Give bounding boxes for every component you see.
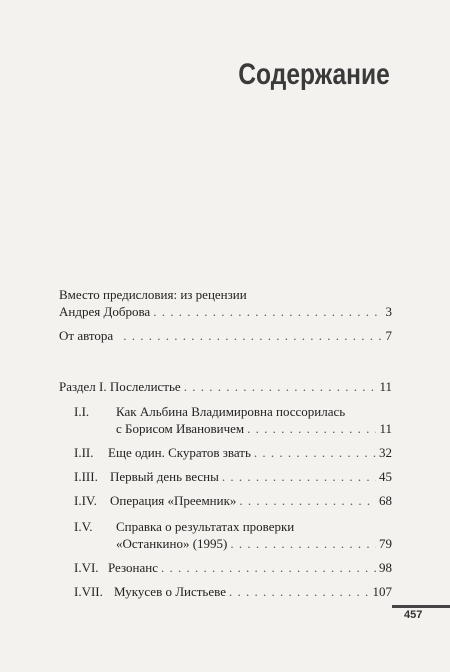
- toc-page-number: 45: [379, 469, 392, 484]
- leader-dots: [247, 420, 376, 437]
- toc-page-number: 11: [379, 421, 392, 436]
- toc-page-number: 7: [385, 328, 392, 343]
- page-title: Содержание: [238, 58, 390, 91]
- toc-subentry-4[interactable]: [74, 492, 392, 509]
- toc-entry-text: Первый день весны: [110, 469, 219, 484]
- toc-subentry-number: I.V.: [74, 519, 93, 534]
- leader-dots: [123, 327, 382, 344]
- toc-subentry-2[interactable]: [74, 444, 392, 461]
- leader-dots: [254, 444, 376, 461]
- toc-entry-text: Резонанс: [108, 560, 159, 575]
- toc-entry-text: Мукусев о Листьеве: [114, 584, 226, 599]
- toc-page-number: 32: [379, 445, 392, 460]
- toc-entry-text: Как Альбина Владимировна поссорилась: [116, 404, 346, 419]
- toc-entry-text: От автора: [59, 328, 114, 343]
- toc-subentry-7[interactable]: [74, 583, 392, 600]
- leader-dots: [239, 492, 376, 509]
- toc-page-number: 107: [372, 584, 392, 599]
- toc-subentry-number: I.VII.: [74, 584, 103, 599]
- toc-entry-text: «Останкино» (1995): [116, 536, 228, 551]
- toc-entry-preface[interactable]: [59, 286, 392, 320]
- toc-subentry-number: I.I.: [74, 404, 90, 419]
- toc-entry-author[interactable]: [59, 327, 392, 344]
- toc-entry-text: Андрея Доброва: [59, 304, 151, 319]
- toc-subentry-1[interactable]: [74, 403, 392, 437]
- toc-page-number: 98: [379, 560, 392, 575]
- toc-subentry-number: I.IV.: [74, 493, 97, 508]
- toc-subentry-number: I.III.: [74, 469, 98, 484]
- toc-subentry-5[interactable]: [74, 518, 392, 552]
- page-folio: 457: [404, 609, 423, 621]
- toc-entry-text: Еще один. Скуратов звать: [108, 445, 251, 460]
- toc-page-number: 11: [379, 379, 392, 394]
- toc-entry-section-1[interactable]: [59, 378, 392, 395]
- leader-dots: [229, 583, 370, 600]
- leader-dots: [230, 535, 376, 552]
- leader-dots: [222, 468, 376, 485]
- toc-entry-text: Операция «Преемник»: [110, 493, 237, 508]
- toc-entry-text: Вместо предисловия: из рецензии: [59, 287, 247, 302]
- leader-dots: [184, 378, 377, 395]
- toc-subentry-3[interactable]: [74, 468, 392, 485]
- toc-subentry-number: I.VI.: [74, 560, 99, 575]
- toc-page-number: 68: [379, 493, 392, 508]
- folio-rule: [392, 605, 450, 608]
- toc-entry-text: с Борисом Ивановичем: [116, 421, 245, 436]
- toc-entry-text: Раздел I. Послелистье: [59, 379, 181, 394]
- toc-entry-text: Справка о результатах проверки: [116, 519, 295, 534]
- toc-subentry-6[interactable]: [74, 559, 392, 576]
- leader-dots: [153, 303, 382, 320]
- toc-page-number: 3: [385, 304, 392, 319]
- toc-subentry-number: I.II.: [74, 445, 94, 460]
- toc-page-number: 79: [379, 536, 392, 551]
- leader-dots: [161, 559, 376, 576]
